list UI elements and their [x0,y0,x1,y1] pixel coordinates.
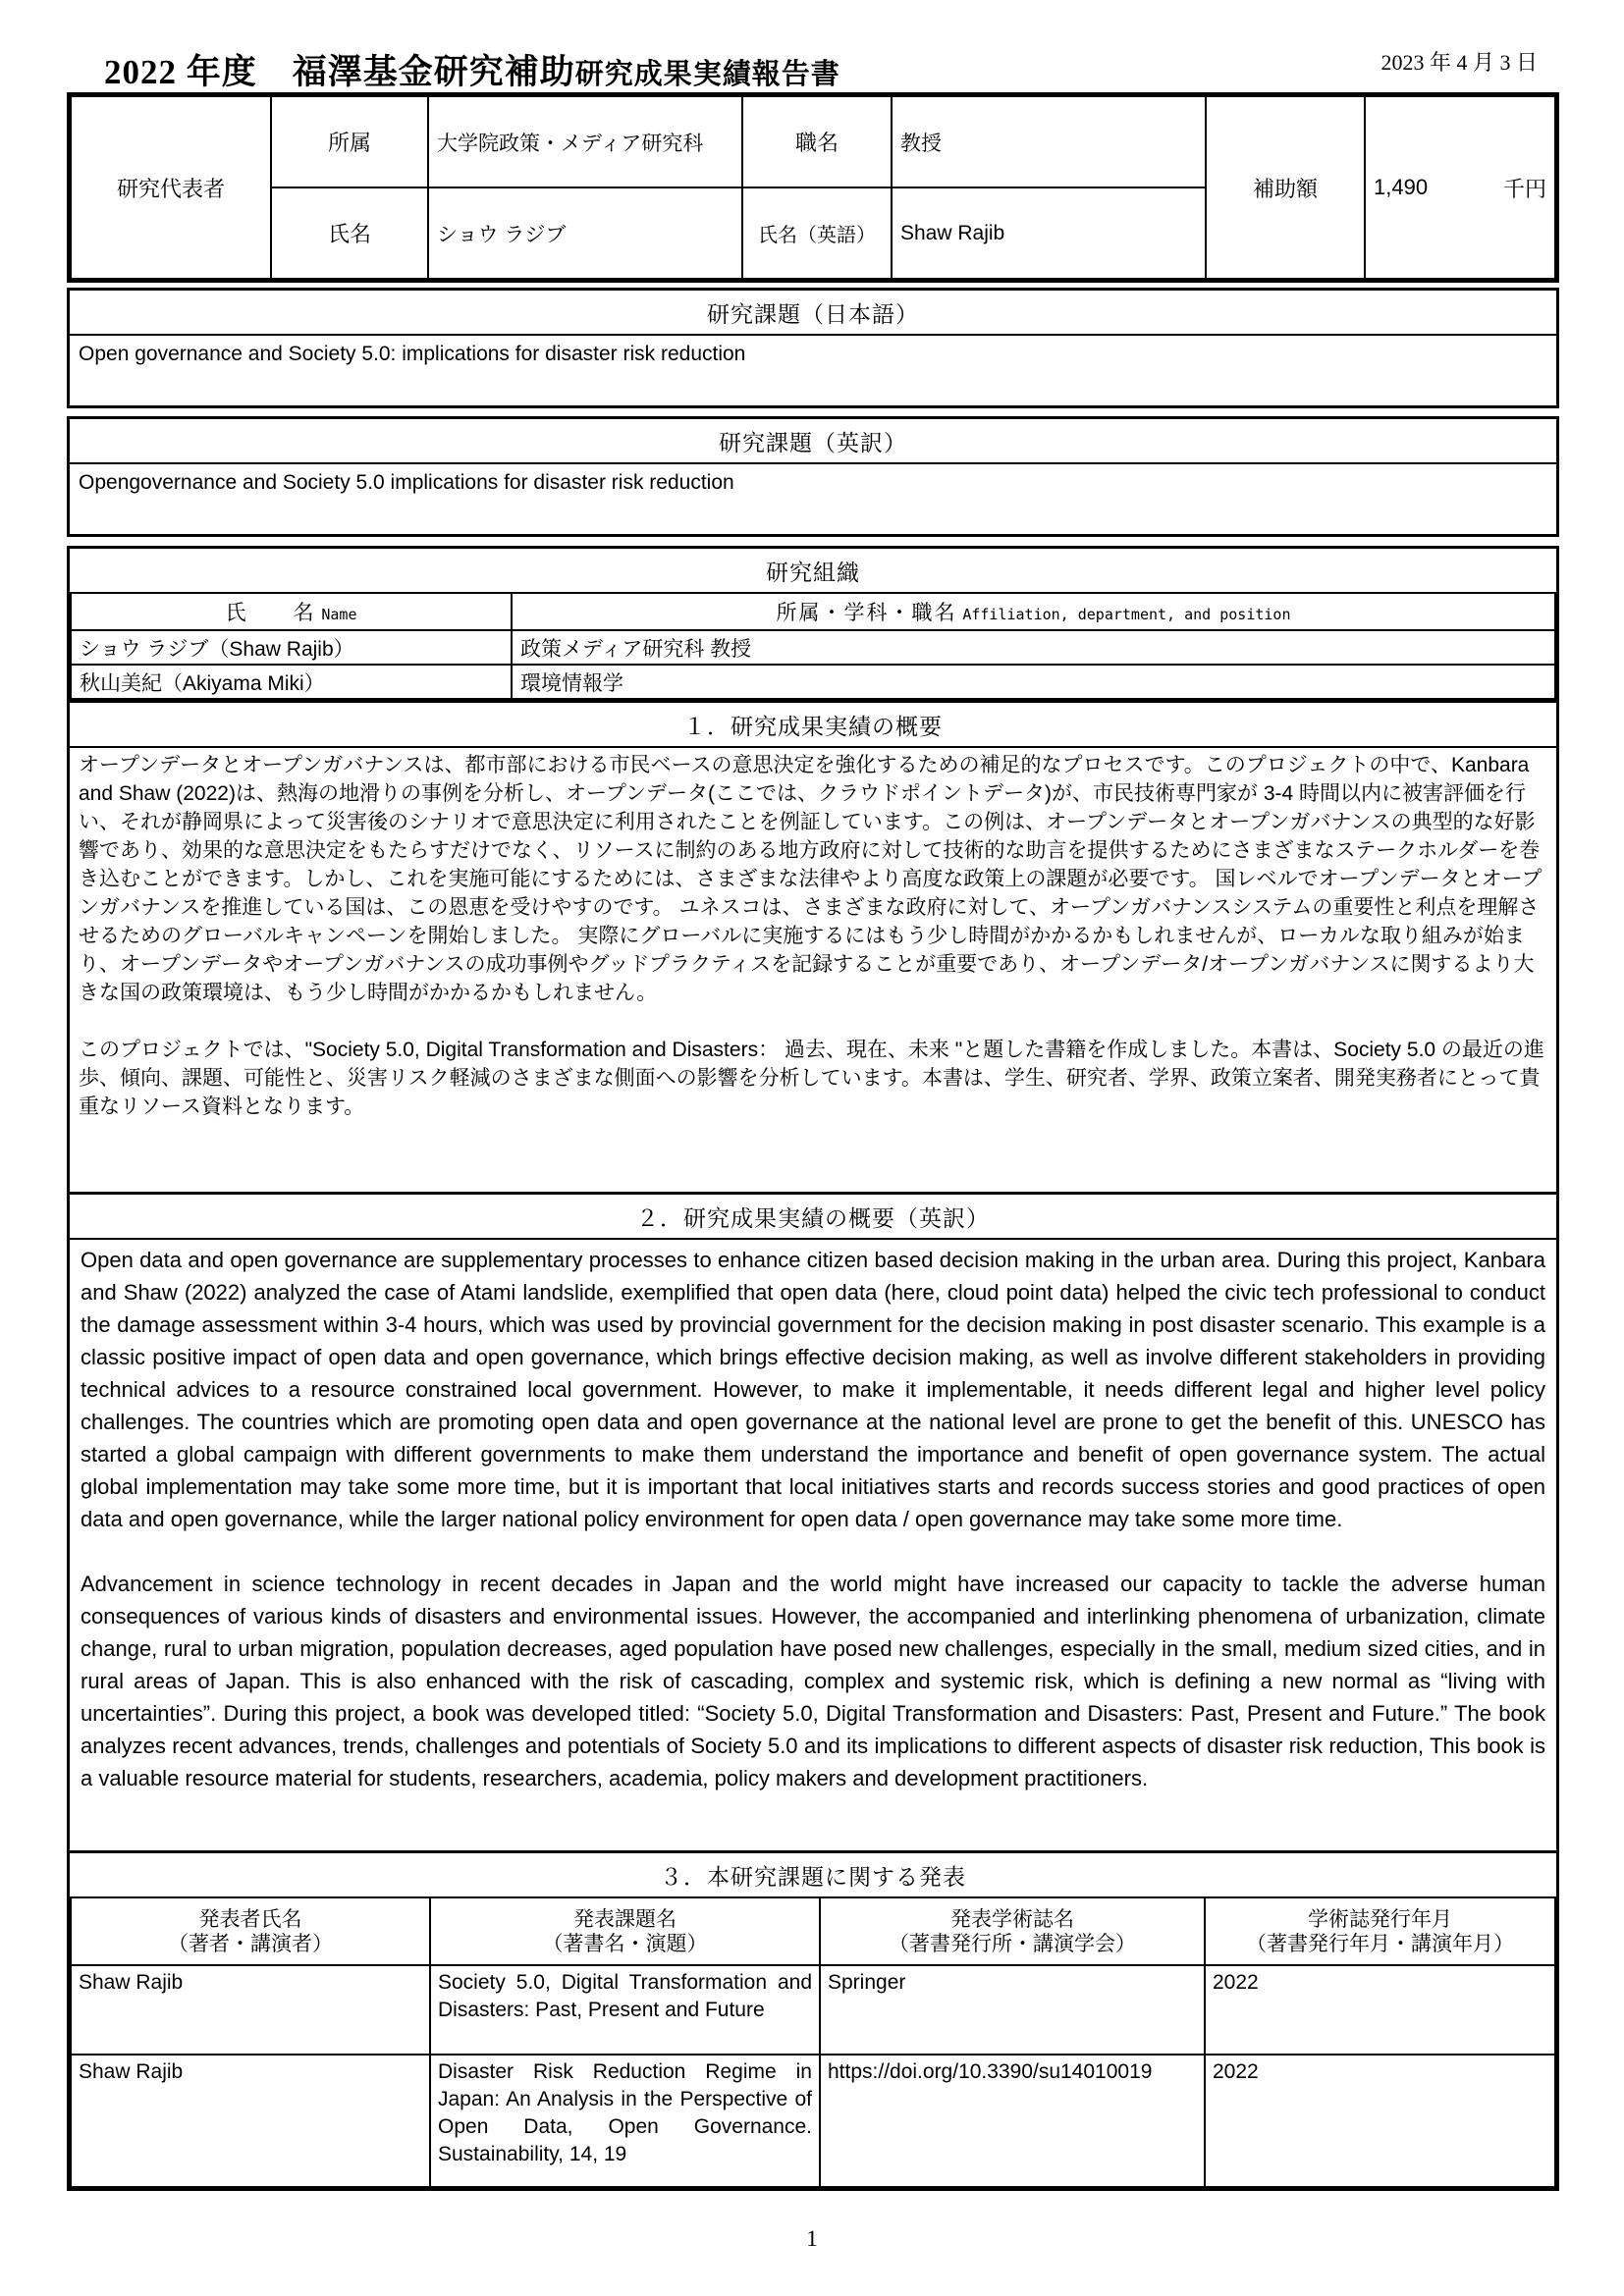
summary-en-heading: ２．研究成果実績の概要（英訳） [70,1195,1556,1240]
publications-table [70,1898,1556,2188]
research-title-ja-block [67,288,1559,408]
summary-ja-heading: １．研究成果実績の概要 [70,703,1556,748]
table-row [71,1965,1555,2055]
document-title-sub: 研究成果実績報告書 [574,59,840,90]
document-date: 2023 年 4 月 3 日 [1380,50,1538,75]
pub-author: Shaw Rajib [71,2055,430,2187]
affiliation-value: 大学院政策・メディア研究科 [428,96,742,187]
document-title-main: 2022 年度 福澤基金研究補助 [104,53,575,91]
org-name-header-en: Name [321,606,357,623]
principal-investigator-table [70,95,1556,280]
publications-block [67,1850,1559,2191]
position-label: 職名 [742,96,892,187]
pub-author-header [71,1898,430,1965]
pi-row-label: 研究代表者 [71,96,271,279]
org-member-affiliation: 環境情報学 [512,665,1555,699]
research-title-ja-heading: 研究課題（日本語） [70,291,1556,336]
org-name-header [71,594,512,630]
name-value: ショウ ラジブ [428,187,742,279]
pub-journal-header-line1: 発表学術誌名 [950,1907,1074,1931]
pub-year: 2022 [1205,1965,1555,2055]
research-title-en-content: Opengovernance and Society 5.0 implications for disaster risk reduction [79,471,734,494]
pub-journal: Springer [820,1965,1205,2055]
pub-year: 2022 [1205,2055,1555,2187]
pub-title-header-line1: 発表課題名 [573,1907,677,1931]
summary-ja-paragraph: オープンデータとオープンガバナンスは、都市部における市民ベースの意思決定を強化するための補足的なプロセスです。このプロジェクトの中で、Kanbara and Shaw (2022)は、熱海の地滑りの事例を分析し、オープンデータ(ここでは、クラウドポイントデータ)が、市民技術専門家が 3-4 時間以内に被害評価を行い、それが静岡県によって災害後のシナリオで意思決定に利用されたことを例証しています。この例は、オープンデータとオープンガバナンスの典型的な好影響であり、効果的な意思決定をもたらすだけでなく、リソースに制約のある地方政府に対して技術的な助言を提供するためにさまざまなステークホルダーを巻き込むことができます。しかし、これを実施可能にするためには、さまざまな法律やより高度な政策上の課題が必要です。 国レベルでオープンデータとオープンガバナンスを推進している国は、この恩恵を受けやすのです。 ユネスコは、さまざまな政府に対して、オープンガバナンスシステムの重要性と利点を理解させるためのグローバルキャンペーンを開始しました。 実際にグローバルに実施するにはもう少し時間がかかるかもしれませんが、ローカルな取り組みが始まり、オープンデータやオープンガバナンスの成功事例やグッドプラクティスを記録することが重要であり、オープンデータ/オープンガバナンスに関するより大きな国の政策環境は、もう少し時間がかかるかもしれません。 [79,754,1543,1004]
grant-value: 1,490 [1374,175,1429,199]
research-title-ja-content: Open governance and Society 5.0: implications for disaster risk reduction [79,343,746,365]
name-en-value: Shaw Rajib [892,187,1206,279]
name-label: 氏名 [271,187,428,279]
grant-unit: 千円 [1502,176,1546,201]
pub-title: Society 5.0, Digital Transformation and Disasters: Past, Present and Future [430,1965,820,2055]
summary-en-block [67,1192,1559,1853]
pub-year-header [1205,1898,1555,1965]
summary-en-content [70,1240,1556,1850]
pub-year-header-line1: 学術誌発行年月 [1308,1907,1452,1931]
document-body [67,92,1559,2191]
table-row [71,2055,1555,2187]
research-title-en-block [67,416,1559,537]
org-affiliation-header-en: Affiliation, department, and position [962,606,1291,623]
table-header-row [71,1898,1555,1965]
table-row [71,96,1555,187]
org-member-name: 秋山美紀（Akiyama Miki） [71,665,512,699]
org-member-affiliation: 政策メディア研究科 教授 [512,630,1555,665]
grant-amount-cell [1365,96,1555,279]
document-title [104,45,840,94]
summary-ja-block [67,700,1559,1195]
pub-journal-header [820,1898,1205,1965]
summary-ja-paragraph: このプロジェクトでは、"Society 5.0, Digital Transformation and Disasters： 過去、現在、未来 "と題した書籍を作成しました。本書は、Society 5.0 の最近の進歩、傾向、課題、可能性と、災害リスク軽減のさまざまな側面への影響を分析しています。本書は、学生、研究者、学界、政策立案者、開発実務者にとって貴重なリソース資料となります。 [79,1039,1544,1118]
pub-author-header-line1: 発表者氏名 [198,1907,302,1931]
summary-en-paragraph: Advancement in science technology in recent decades in Japan and the world might have increased our capacity to tackle the adverse human consequences of various kinds of disasters and environmental issues. However, the accompanied and interlinking phenomena of urbanization, climate change, rural to urban migration, population decreases, aged population have posed new challenges, especially in the small, medium sized cities, and in rural areas of Japan. This is also enhanced with the risk of cascading, complex and systemic risk, which is defining a new normal as “living with uncertainties”. During this project, a book was developed titled: “Society 5.0, Digital Transformation and Disasters: Past, Present and Future.” The book analyzes recent advances, trends, challenges and potentials of Society 5.0 and its implications to different aspects of disaster risk reduction, This book is a valuable resource material for students, researchers, academia, policy makers and development practitioners. [81,1572,1545,1790]
org-name-header-ja: 氏 名 [225,602,316,624]
page-number: 1 [806,2226,818,2251]
research-organization-table [70,594,1556,700]
research-organization-heading: 研究組織 [70,549,1556,594]
summary-en-paragraph: Open data and open governance are supplementary processes to enhance citizen based decision making in the urban area. During this project, Kanbara and Shaw (2022) analyzed the case of Atami landslide, exemplified that open data (here, cloud point data) helped the civic tech professional to conduct the damage assessment within 3-4 hours, which was used by provincial government for the decision making in post disaster scenario. This example is a classic positive impact of open data and open governance, which brings effective decision making, as well as involve different stakeholders in providing technical advices to a resource constrained local government. However, to make it implementable, it needs different legal and higher level policy challenges. The countries which are promoting open data and open governance at the national level are prone to get the benefit of this. UNESCO has started a global campaign with different governments to make them understand the importance and benefit of open governance system. The actual global implementation may take some more time, but it is important that local initiatives starts and records success stories and good practices of open data and open governance, while the larger national policy environment for open data / open governance may take some more time. [81,1248,1545,1531]
research-organization-block [67,546,1559,703]
pub-title: Disaster Risk Reduction Regime in Japan: An Analysis in the Perspective of Open Data, Open Governance. Sustainability, 14, 19 [430,2055,820,2187]
pub-journal: https://doi.org/10.3390/su14010019 [820,2055,1205,2187]
summary-ja-content [70,748,1556,1192]
org-member-name: ショウ ラジブ（Shaw Rajib） [71,630,512,665]
pub-journal-header-line2: （著書発行所・講演学会） [889,1932,1136,1955]
principal-investigator-block [67,92,1559,283]
publications-heading: ３．本研究課題に関する発表 [70,1853,1556,1898]
table-row [71,665,1555,699]
org-affiliation-header [512,594,1555,630]
table-row [71,630,1555,665]
pub-year-header-line2: （著書発行年月・講演年月） [1246,1932,1514,1955]
pub-author: Shaw Rajib [71,1965,430,2055]
table-header-row [71,594,1555,630]
pub-author-header-line2: （著者・講演者） [168,1932,333,1955]
org-affiliation-header-ja: 所属・学科・職名 [776,602,957,624]
name-en-label: 氏名（英語） [742,187,892,279]
research-title-en-heading: 研究課題（英訳） [70,419,1556,464]
affiliation-label: 所属 [271,96,428,187]
pub-title-header-line2: （著書名・演題） [542,1932,708,1955]
pub-title-header [430,1898,820,1965]
position-value: 教授 [892,96,1206,187]
grant-label: 補助額 [1206,96,1365,279]
